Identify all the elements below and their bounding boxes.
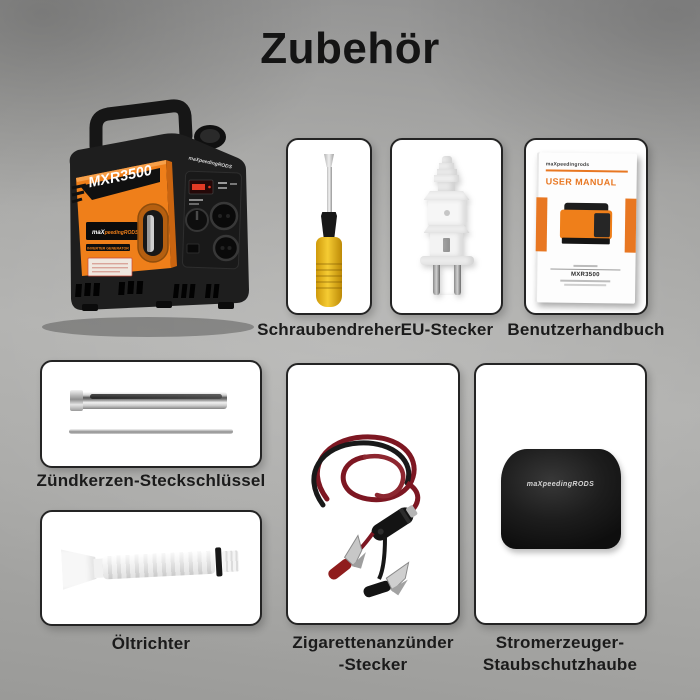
dust-cover-logo-text: maXpeedingRODS [526,481,595,488]
thumb-side [594,213,610,237]
spec-label-line [92,263,128,264]
side-brand-text: maXpeedingRODS [187,155,233,171]
thumb-base [562,238,610,245]
plug-pins [433,265,461,295]
outlet-pin-hole [221,246,225,250]
generator-photo [26,98,276,343]
dust-cover-label-line2: Staubschutzhaube [482,655,638,674]
manual-card [524,138,648,315]
screwdriver-blade-tip [324,154,334,167]
spec-label-line [92,271,120,272]
dust-cover-image [501,449,621,549]
plug-slot [443,238,450,252]
eu-plug-label: EU-Stecker [400,320,494,339]
screwdriver-card [286,138,372,315]
plug-flare [424,191,470,200]
outlet-socket [214,236,238,260]
panel-label-bar [189,199,203,201]
brand-ma: maX [92,230,105,236]
manual-cover [535,152,637,303]
lighter-cable-label-line2: -Stecker [338,655,408,674]
manual-brand-text: maXpeedingrods [545,161,590,169]
panel-switch [187,244,199,253]
panel-label-bar [189,203,199,205]
tagline-text: INVERTER GENERATOR [87,246,129,251]
lighter-cable-label-line1: Zigarettenanzünder [292,633,454,652]
manual-small-text-bar [564,284,606,287]
plug-pin [433,265,440,295]
plug-lower-body [430,233,463,256]
plug-tip [442,156,452,163]
panel-label-bar [218,187,227,189]
plug-pin [454,265,461,295]
manual-model-block [535,264,635,286]
panel-label-bar [230,183,237,185]
dust-cover-label [483,632,637,676]
eu-plug-image [420,156,474,295]
panel-label-bar [218,182,227,184]
generator-model-text: MXR3500 [87,162,154,192]
generator-foot [82,304,98,311]
funnel-ribbed-tube [102,551,215,580]
outlet-pin-hole [226,214,230,218]
manual-hero [536,193,637,256]
screwdriver-image [316,154,342,307]
dust-cover-card [474,363,647,625]
manual-orange-rule [546,169,628,172]
page-title: Zubehör [260,24,440,73]
manual-small-text-bar [560,280,610,283]
outlet-pin-hole [218,214,222,218]
fuel-cap-inner [200,129,220,143]
dust-cover-label-line1: Stromerzeuger- [495,633,625,652]
black-clamp-wire [379,537,385,579]
lighter-cable-image [293,381,453,611]
cigarette-lighter-plug [369,502,420,543]
spec-label-line [92,267,128,268]
manual-orange-band [536,197,548,251]
screwdriver-collar [321,212,337,237]
manual-small-text-bar [573,265,597,267]
funnel-cup [61,547,97,591]
brand-patch-text [92,230,139,236]
funnel-threaded-tip [222,550,239,572]
plug-neck [438,182,455,191]
oil-funnel-card [40,510,262,626]
cable-red-inner-loop [365,456,403,496]
generator-foot [218,302,234,309]
manual-divider [550,269,620,271]
lighter-cable-card [286,363,460,625]
outlet-pin-hole [228,246,232,250]
plug-upper-body [428,200,466,225]
spark-wrench-card [40,360,262,468]
spark-plug-tommy-bar [69,429,233,434]
manual-title-text: USER MANUAL [545,176,617,188]
outlet-socket [211,203,237,229]
manual-generator-thumb [560,203,613,246]
generator-shadow [42,317,254,337]
lighter-cable-label [292,632,453,676]
display-dot [208,186,211,189]
black-clamp-sleeve [362,579,392,598]
manual-model-text: MXR3500 [570,271,600,279]
manual-label: Benutzerhandbuch [507,320,665,339]
screwdriver-shaft [327,167,332,212]
spark-wrench-label: Zündkerzen-Steckschlüssel [36,471,266,490]
recessed-handle-bar-shade [147,215,151,252]
brand-rods: peedingRODS [104,230,139,236]
plug-flare [424,225,470,233]
screwdriver-handle [316,237,342,307]
display-readout [192,184,205,190]
screwdriver-label: Schraubendreher [257,320,401,339]
oil-funnel-label: Öltrichter [111,634,191,653]
spark-plug-socket-tube [75,392,227,409]
plug-flange [420,256,474,265]
black-battery-clamp [359,563,417,606]
manual-orange-band [625,199,637,253]
eu-plug-card [390,138,503,315]
plug-cone-segment [434,175,459,182]
generator-foot [156,301,172,308]
oil-funnel-image [39,506,263,629]
